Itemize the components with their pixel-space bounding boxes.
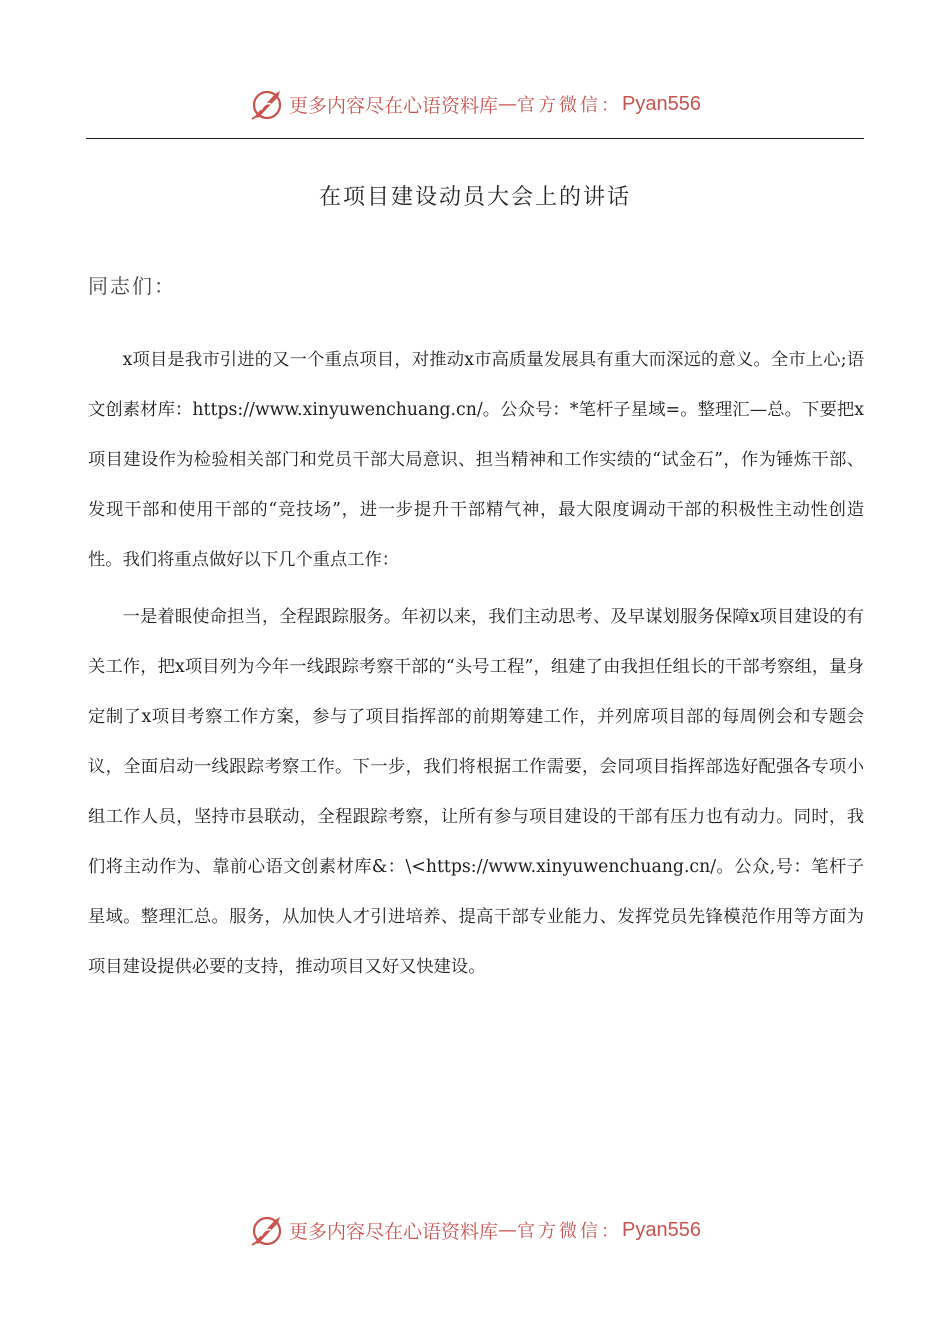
banner-wechat-id: Pyan556 [622, 92, 701, 115]
banner-wechat-label: 官方微信： [517, 1221, 623, 1242]
header-divider [86, 138, 864, 139]
banner-dash: — [498, 93, 518, 115]
header-banner [0, 82, 950, 126]
body-paragraph: x项目是我市引进的又一个重点项目，对推动x市高质量发展具有重大而深远的意义。全市上心;语文创素材库：https://www.xinyuwenchuang.cn/。公众号：*笔杆子星域=。整理汇—总。下要把x项目建设作为检验相关部门和党员干部大局意识、担当精神和工作实绩的“试金石”，作为锤炼干部、发现干部和使用干部的“竞技场”，进一步提升干部精气神，最大限度调动干部的积极性主动性创造性。我们将重点做好以下几个重点工作： [88, 350, 864, 570]
footer-banner [0, 1208, 950, 1252]
document-title: 在项目建设动员大会上的讲话 [318, 185, 631, 210]
banner-wechat-id: Pyan556 [622, 1218, 701, 1241]
body-paragraph: 一是着眼使命担当，全程跟踪服务。年初以来，我们主动思考、及早谋划服务保障x项目建设的有关工作，把x项目列为今年一线跟踪考察干部的“头号工程”，组建了由我担任组长的干部考察组，量身定制了x项目考察工作方案，参与了项目指挥部的前期筹建工作，并列席项目部的每周例会和专题会议，全面启动一线跟踪考察工作。下一步，我们将根据工作需要，会同项目指挥部选好配强各专项小组工作人员，坚持市县联动，全程跟踪考察，让所有参与项目建设的干部有压力也有动力。同时，我们将主动作为、靠前心语文创素材库&：\<https://www.xinyuwenchuang.cn/。公众,号：笔杆子星域。整理汇总。服务，从加快人才引进培养、提高干部专业能力、发挥党员先锋模范作用等方面为项目建设提供必要的支持，推动项目又好又快建设。 [88, 607, 864, 977]
pen-logo-icon [249, 1212, 285, 1248]
banner-wechat-label: 官方微信： [517, 95, 623, 116]
pen-logo-icon [249, 86, 285, 122]
document-body [88, 335, 864, 992]
banner-text: 更多内容尽在心语资料库 [289, 94, 499, 117]
banner-text: 更多内容尽在心语资料库 [289, 1220, 499, 1243]
banner-dash: — [498, 1219, 518, 1241]
salutation: 同志们： [88, 274, 176, 298]
